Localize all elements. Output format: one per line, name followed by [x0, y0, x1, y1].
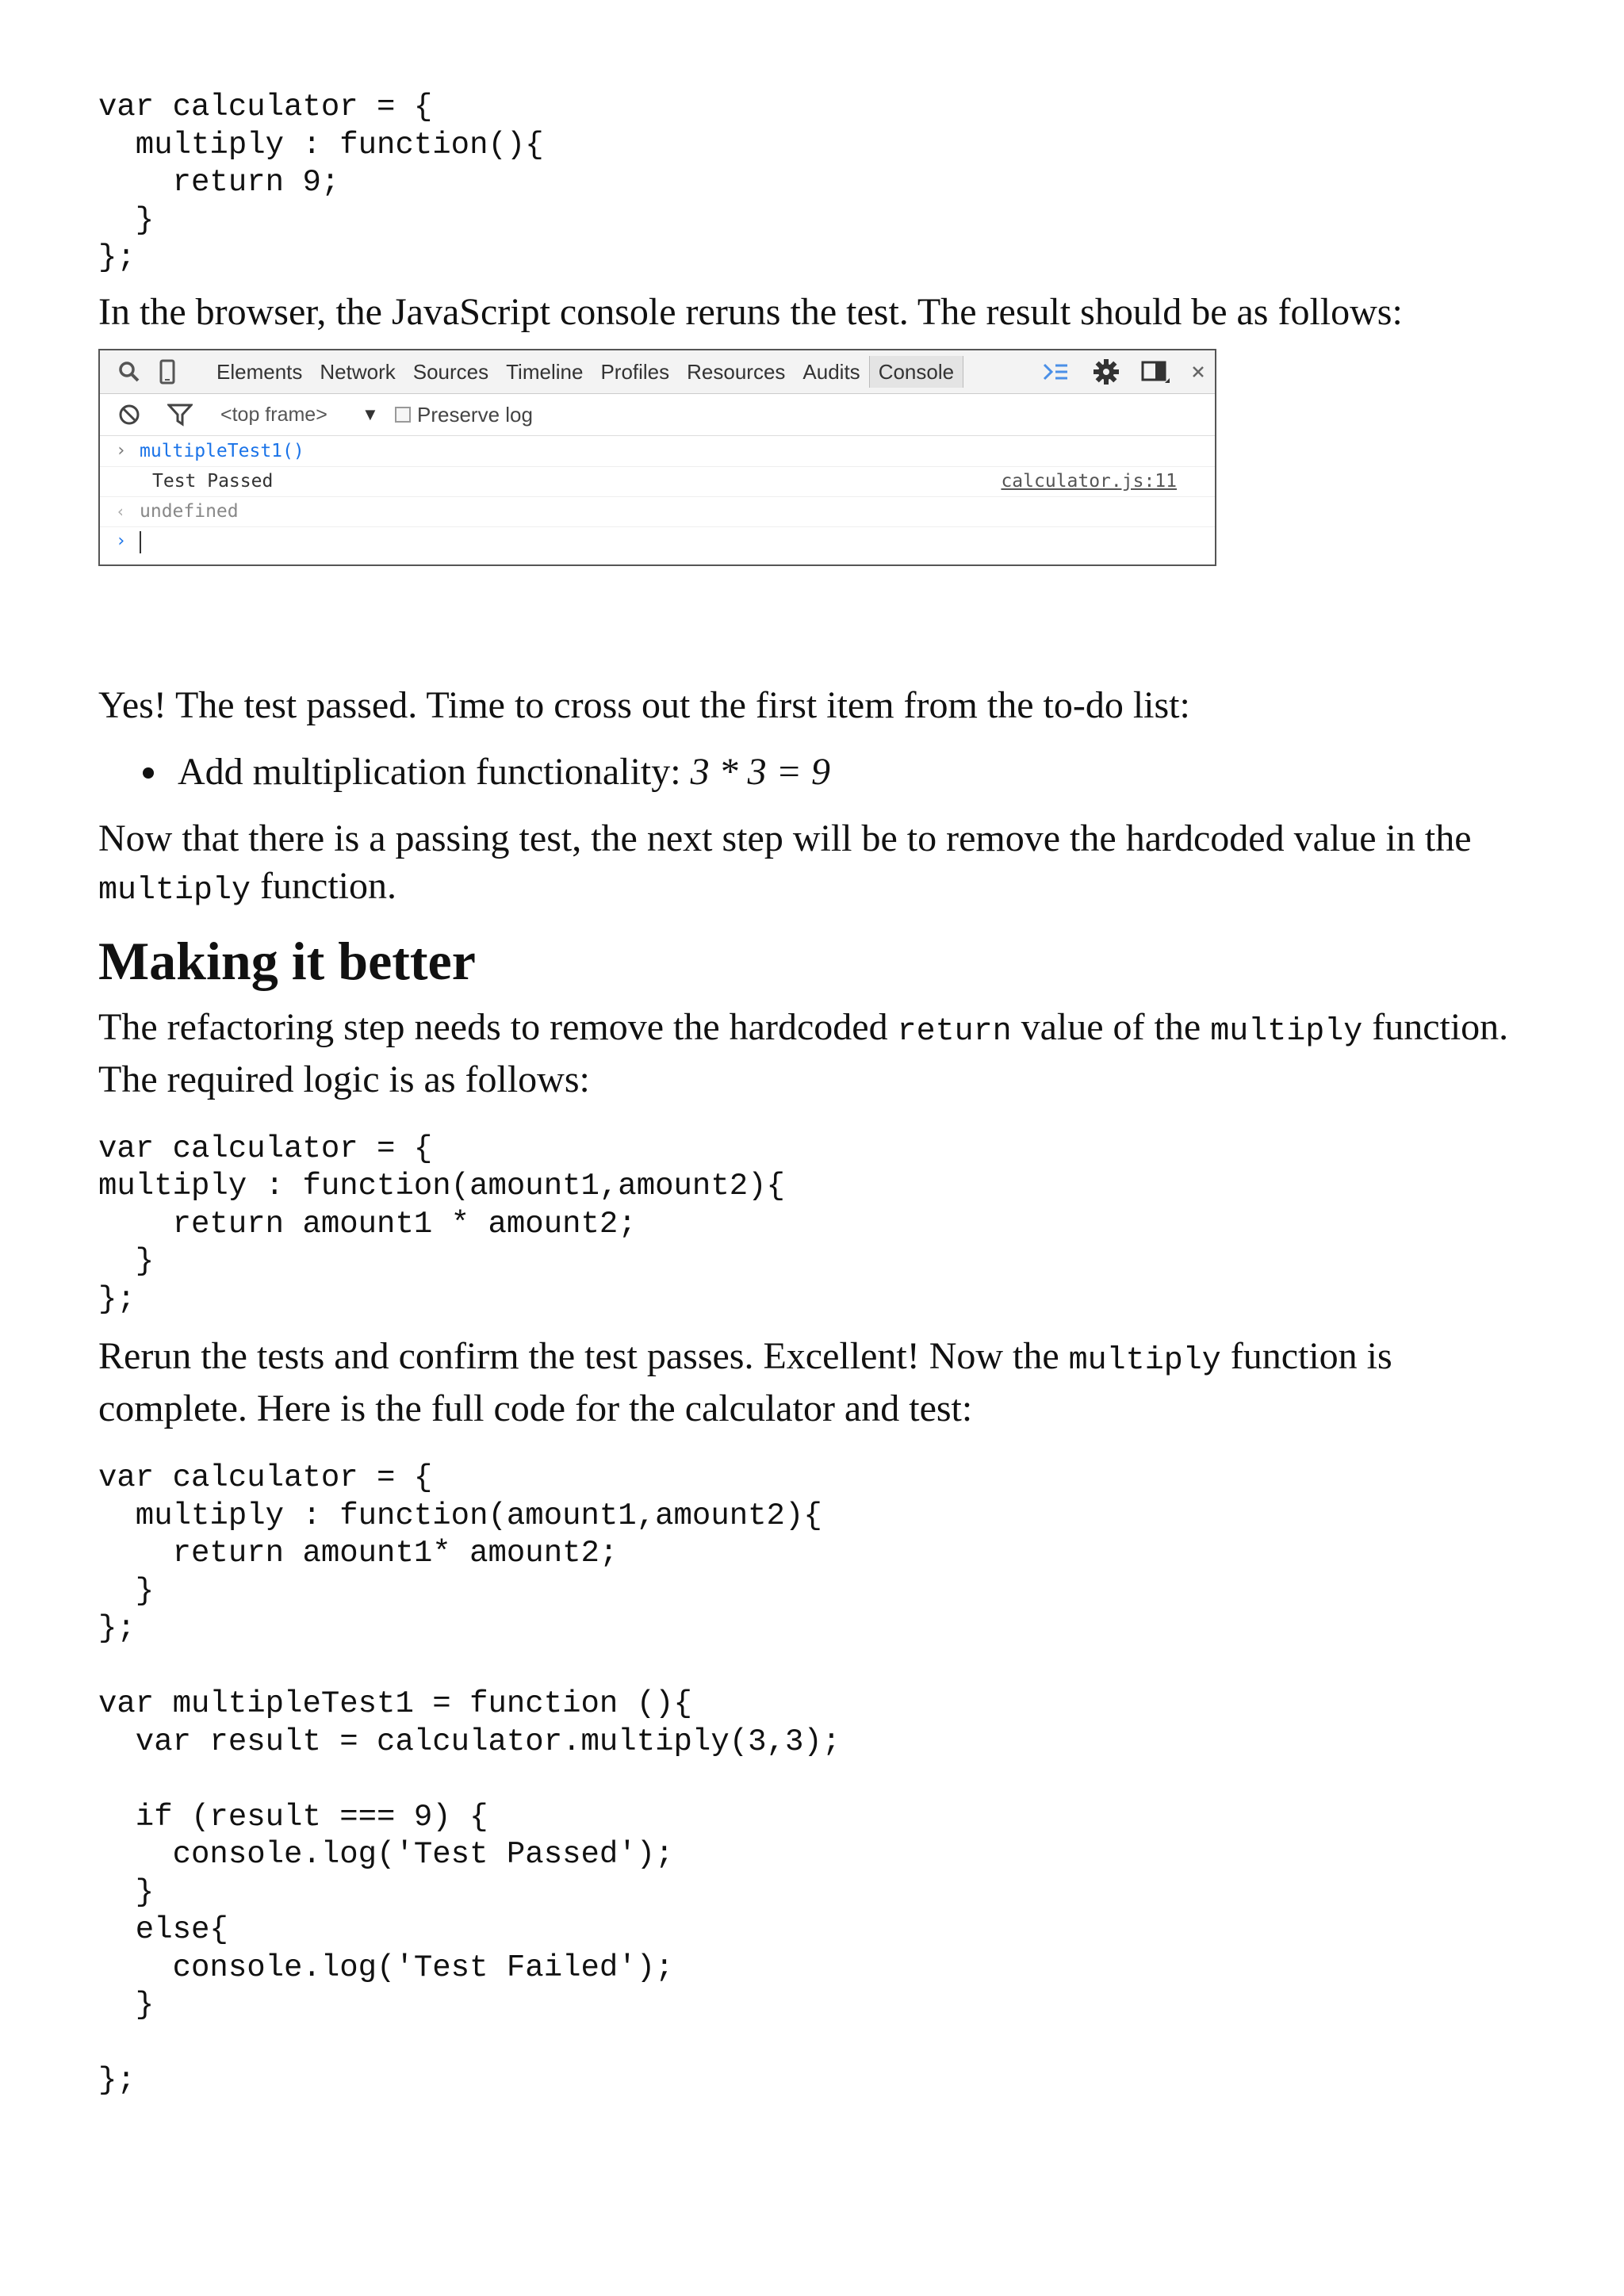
return-arrow-icon: ‹ [116, 501, 126, 521]
devtools-toolbar [100, 350, 1215, 394]
document-page [98, 89, 1542, 2100]
bullet-icon [143, 767, 154, 779]
inline-code-multiply: multiply [1068, 1343, 1221, 1379]
console-log-line [100, 466, 1215, 497]
devtools-tabs [208, 350, 963, 393]
todo-item-expression: 3 * 3 = 9 [690, 750, 830, 793]
next-step-text-1: Now that there is a passing test, the next step will be to remove the hardcoded value in the [98, 817, 1472, 859]
console-input-line[interactable] [100, 526, 1215, 557]
prompt-chevron-icon: › [116, 440, 127, 461]
refactor-text-2: value of the [1011, 1005, 1211, 1048]
input-prompt-icon: › [116, 530, 127, 551]
devtools-console-screenshot [98, 349, 1216, 566]
todo-list [98, 748, 1542, 796]
preserve-log-label: Preserve log [417, 402, 533, 427]
preserve-log-checkbox[interactable] [395, 407, 411, 423]
dock-side-icon[interactable] [1140, 357, 1170, 387]
devtools-filter-bar [100, 394, 1215, 436]
filter-icon[interactable] [165, 400, 195, 430]
todo-item-text: Add multiplication functionality: [178, 750, 691, 793]
tab-audits[interactable]: Audits [802, 359, 860, 384]
code-block-full-code: var calculator = { multiply : function(amount1,amount2){ return amount1* amount2; } }; var multipleTest1 = function (){ var result = calculator.multiply(3,3); if (result === 9) { console.log('Test Passed'); } else{ console.log('Test Failed'); } }; [98, 1460, 841, 2098]
tab-sources[interactable]: Sources [412, 359, 489, 384]
console-return-value: undefined [140, 500, 239, 522]
console-drawer-icon[interactable] [1040, 357, 1071, 387]
device-mode-icon[interactable] [152, 357, 182, 387]
inline-code-multiply: multiply [1210, 1013, 1363, 1050]
search-icon[interactable] [114, 357, 144, 387]
paragraph-rerun [98, 1333, 1542, 1433]
refactor-text-1: The refactoring step needs to remove the hardcoded [98, 1005, 898, 1048]
tab-profiles[interactable]: Profiles [600, 359, 670, 384]
paragraph-console-intro: In the browser, the JavaScript console reruns the test. The result should be as follows: [98, 290, 1403, 333]
code-block-calculator-hardcoded: var calculator = { multiply : function(){ return 9; } }; [98, 90, 544, 275]
console-log-text: Test Passed [152, 470, 274, 492]
frame-selector-caret[interactable]: ▼ [362, 404, 379, 424]
inline-code-multiply: multiply [98, 872, 251, 909]
console-output-area[interactable] [100, 436, 1215, 564]
tab-console[interactable]: Console [869, 356, 963, 388]
close-icon[interactable] [1183, 357, 1213, 387]
tab-resources[interactable]: Resources [687, 359, 786, 384]
text-cursor [140, 531, 141, 553]
console-return-line [100, 496, 1215, 527]
refactor-text-3: function. The required logic is as follows: [98, 1005, 1509, 1100]
console-source-link[interactable]: calculator.js:11 [1001, 470, 1177, 492]
tab-timeline[interactable]: Timeline [506, 359, 584, 384]
clear-console-icon[interactable] [114, 400, 144, 430]
frame-selector[interactable]: <top frame> [220, 403, 327, 426]
rerun-text-2: function is complete. Here is the full code for the calculator and test: [98, 1335, 1392, 1429]
todo-item-multiplication [98, 748, 1542, 796]
gear-icon[interactable] [1091, 357, 1121, 387]
tab-network[interactable]: Network [320, 359, 396, 384]
paragraph-test-passed: Yes! The test passed. Time to cross out the first item from the to-do list: [98, 683, 1190, 726]
next-step-text-2: function. [251, 864, 396, 907]
inline-code-return: return [897, 1013, 1012, 1050]
code-block-calculator-refactored: var calculator = { multiply : function(amount1,amount2){ return amount1 * amount2; } }; [98, 1131, 785, 1317]
rerun-text-1: Rerun the tests and confirm the test passes. Excellent! Now the [98, 1335, 1069, 1377]
paragraph-next-step [98, 815, 1542, 915]
console-command: multipleTest1() [140, 440, 304, 461]
section-heading: Making it better [98, 930, 476, 991]
paragraph-refactor [98, 1004, 1542, 1104]
console-command-line [100, 436, 1215, 467]
tab-elements[interactable]: Elements [216, 359, 303, 384]
